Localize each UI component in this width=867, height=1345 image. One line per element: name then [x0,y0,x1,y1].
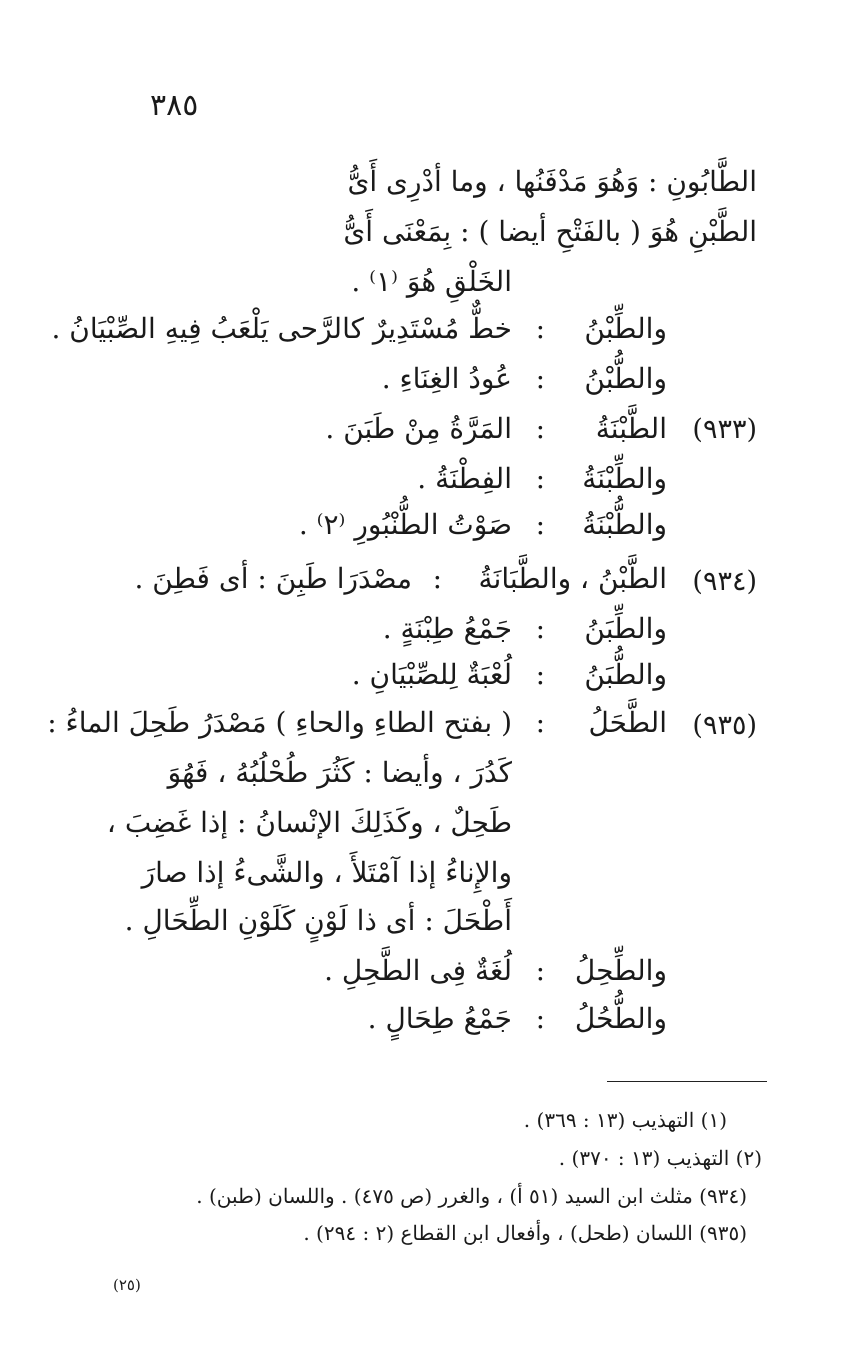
entry-definition-continuation: كَدُرَ ، وأيضا : كَثُرَ طُحْلُبُهُ ، فَهُوَ [167,756,512,789]
entry-definition: لُعْبَةٌ لِلصِّبْيَانِ . [351,658,512,691]
entry-definition: جَمْعُ طِبْنَةٍ . [382,612,512,645]
entry-headword: والطُّبَنُ [584,658,667,691]
entry-headword: والطِّبْنُ [584,312,667,345]
entry-definition-continuation: والإِناءُ إذا آمْتَلأَ ، والشَّىءُ إذا صارَ [141,856,512,889]
footnote: (٢) التهذيب (١٣ : ٣٧٠) . [558,1146,762,1170]
entry-definition: صَوْتُ الطُّنْبُورِ ⁽٢⁾ . [298,508,512,541]
continuation-line: الطَّابُونِ : وَهُوَ مَدْفَنُها ، وما أدْرِى أَىُّ [347,165,757,198]
entry-definition: مصْدَرَا طَبِنَ : أى فَطِنَ . [134,562,412,595]
entry-headword: الطَّحَلُ [588,706,667,739]
entry-definition: ( بفتح الطاءِ والحاءِ ) مَصْدَرُ طَحِلَ الماءُ : [47,706,512,739]
entry-headword: والطُّحُلُ [574,1002,667,1035]
entry-colon: : [432,562,442,595]
footnote: (٩٣٥) اللسان (طحل) ، وأفعال ابن القطاع (٢ : ٢٩٤) . [303,1221,747,1245]
footnote-divider [607,1081,767,1082]
entry-definition: خطٌّ مُسْتَدِيرٌ كالرَّحى يَلْعَبُ فِيهِ الصِّبْيَانُ . [51,312,512,345]
entry-definition: المَرَّةُ مِنْ طَبَنَ . [325,412,512,445]
entry-colon: : [535,508,545,541]
entry-colon: : [535,612,545,645]
continuation-line: الخَلْقِ هُوَ ⁽١⁾ . [351,265,512,298]
entry-colon: : [535,312,545,345]
entry-headword: والطِّبَنُ [584,612,667,645]
entry-colon: : [535,954,545,987]
entry-headword: والطِّبْنَةُ [582,462,667,495]
entry-headword: الطَّبْنُ ، والطَّبَانَةُ [478,562,667,595]
entry-headword: والطُّبْنَةُ [582,508,667,541]
entry-headword: الطَّبْنَةُ [595,412,667,445]
entry-definition-continuation: طَحِلٌ ، وكَذَلِكَ الإنْسانُ : إذا غَضِبَ ، [106,806,512,839]
continuation-line: الطَّبْنِ هُوَ ( بالفَتْحِ أيضا ) : بِمَعْنَى أَىُّ [343,215,757,248]
entry-definition: جَمْعُ طِحَالٍ . [367,1002,512,1035]
entry-headword: والطِّحِلُ [574,954,667,987]
entry-colon: : [535,362,545,395]
footnote: (١) التهذيب (١٣ : ٣٦٩) . [523,1108,727,1132]
entry-colon: : [535,462,545,495]
page-number: ٣٨٥ [150,88,199,123]
entry-colon: : [535,706,545,739]
entry-definition: عُودُ الغِنَاءِ . [381,362,512,395]
footnote: (٩٣٤) مثلث ابن السيد (٥١ أ) ، والغرر (ص ٤٧٥) . واللسان (طبن) . [196,1184,747,1208]
entry-number: (٩٣٣) [692,414,757,445]
entry-number: (٩٣٤) [692,566,757,597]
entry-number: (٩٣٥) [692,710,757,741]
entry-definition: الفِطْنَةُ . [417,462,512,495]
entry-definition: لُغَةٌ فِى الطَّحِلِ . [324,954,512,987]
entry-headword: والطُّبْنُ [584,362,667,395]
entry-colon: : [535,412,545,445]
entry-colon: : [535,658,545,691]
entry-colon: : [535,1002,545,1035]
entry-definition-continuation: أَطْحَلَ : أى ذا لَوْنٍ كَلَوْنِ الطِّحَالِ . [124,904,512,937]
signature-mark: (٢٥) [113,1276,141,1294]
